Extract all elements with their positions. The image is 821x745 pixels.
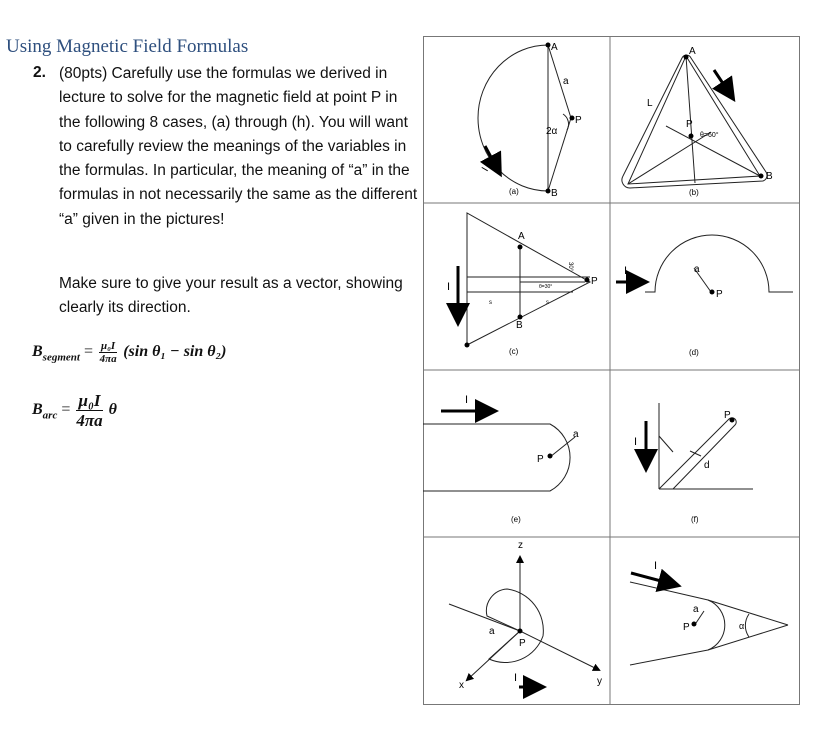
figure-a — [478, 42, 582, 199]
svg-text:(b): (b) — [689, 188, 699, 197]
svg-text:B: B — [551, 188, 558, 199]
svg-text:P: P — [686, 119, 693, 130]
arc-formula: $B_{arc}$ = $\frac{\text{μ₀I}}{4\pi a}$ θ — [32, 391, 117, 430]
svg-text:I: I — [634, 436, 638, 448]
svg-text:θ=60°: θ=60° — [700, 132, 719, 139]
svg-text:P: P — [683, 622, 690, 633]
svg-text:a: a — [489, 626, 495, 637]
svg-text:(f): (f) — [691, 515, 699, 524]
svg-text:I: I — [480, 165, 491, 174]
svg-text:P: P — [591, 276, 598, 287]
svg-text:y: y — [597, 676, 602, 687]
svg-text:P: P — [575, 115, 582, 126]
svg-text:α: α — [739, 621, 745, 631]
svg-text:z: z — [518, 540, 523, 551]
svg-text:a: a — [693, 604, 699, 615]
svg-text:P: P — [537, 454, 544, 465]
figure-grid — [423, 36, 800, 705]
svg-text:(c): (c) — [509, 347, 519, 356]
question-note: Make sure to give your result as a vector, showing clearly its direction. — [59, 275, 403, 317]
svg-text:a: a — [573, 429, 579, 440]
svg-text:I: I — [514, 672, 518, 684]
svg-text:a: a — [694, 264, 700, 275]
figure-d — [616, 235, 793, 357]
svg-text:L: L — [647, 98, 653, 109]
svg-text:A: A — [689, 46, 696, 57]
svg-text:P: P — [724, 410, 731, 421]
section-heading: Using Magnetic Field Formulas — [6, 36, 249, 57]
svg-text:x: x — [459, 680, 464, 691]
svg-text:s: s — [489, 300, 492, 306]
svg-text:(e): (e) — [511, 515, 521, 524]
svg-text:I: I — [465, 394, 469, 406]
figure-h — [630, 560, 788, 665]
grid-lines — [423, 36, 800, 705]
figure-b — [622, 46, 773, 197]
svg-text:30°: 30° — [567, 262, 573, 272]
svg-text:A: A — [518, 231, 525, 242]
svg-text:(a): (a) — [509, 187, 519, 196]
svg-text:P: P — [716, 289, 723, 300]
svg-text:a: a — [563, 76, 569, 87]
svg-text:s: s — [546, 300, 549, 306]
figure-f — [634, 403, 753, 524]
svg-text:B: B — [516, 320, 523, 331]
svg-text:(d): (d) — [689, 348, 699, 357]
figure-e — [423, 394, 579, 524]
svg-text:θ=30°: θ=30° — [539, 284, 553, 290]
svg-text:I: I — [447, 281, 451, 293]
figure-c — [447, 213, 598, 356]
figure-g — [449, 540, 602, 691]
question-number: 2. — [33, 64, 46, 81]
svg-text:I: I — [728, 83, 732, 95]
svg-text:d: d — [704, 460, 710, 471]
svg-text:I: I — [654, 560, 658, 572]
question-text: (80pts) Carefully use the formulas we derived in lecture to solve for the magnetic field at point P in the following 8 cases, (a) through (h). You will want to carefully review the meanings of the variables in the formulas. In particular, the meaning of “a” in the formulas in not necessarily the same as the different “a” given in the pictures! — [59, 65, 418, 228]
svg-text:P: P — [519, 638, 526, 649]
segment-formula: $B_{segment}$ = $\frac{\text{μ₀I}}{4\pi a}$ (sin θ₁ − sin θ₂) — [32, 340, 227, 365]
svg-text:2α: 2α — [546, 126, 558, 137]
svg-text:A: A — [551, 42, 558, 53]
svg-text:I: I — [624, 265, 628, 277]
svg-text:B: B — [766, 171, 773, 182]
